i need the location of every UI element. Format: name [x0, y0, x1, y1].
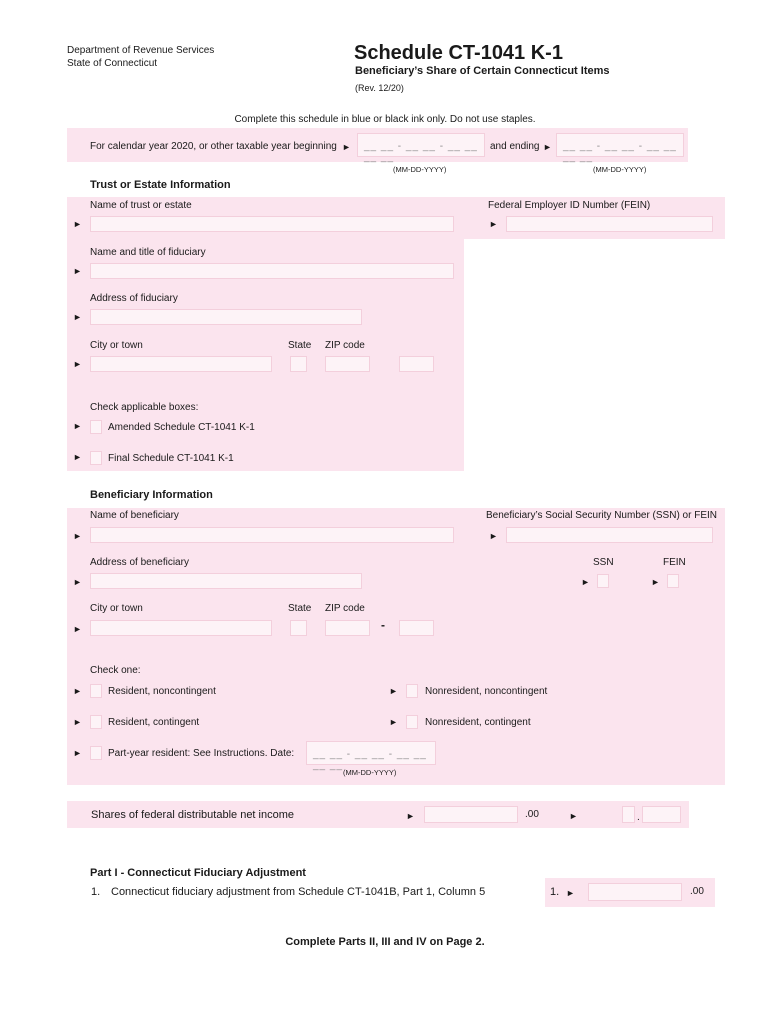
trust-fein-label: Federal Employer ID Number (FEIN) — [488, 200, 651, 211]
beneficiary-city-label: City or town — [90, 603, 143, 614]
trust-city-input[interactable] — [90, 356, 272, 372]
part-year-date-placeholder: __ __ - __ __ - __ __ __ __ — [313, 749, 427, 771]
arrow-icon: ► — [73, 686, 82, 696]
arrow-icon: ► — [73, 717, 82, 727]
arrow-icon: ► — [73, 624, 82, 634]
trust-name-label: Name of trust or estate — [90, 200, 192, 211]
arrow-icon: ► — [651, 577, 660, 587]
trust-zip-label: ZIP code — [325, 340, 365, 351]
arrow-icon: ► — [73, 531, 82, 541]
shares-label: Shares of federal distributable net income — [91, 809, 295, 821]
arrow-icon: ► — [342, 142, 351, 152]
begin-date-placeholder: __ __ - __ __ - __ __ __ __ — [364, 141, 478, 163]
arrow-icon: ► — [569, 811, 578, 821]
department-name: Department of Revenue Services — [67, 45, 215, 56]
beneficiary-heading: Beneficiary Information — [90, 489, 213, 501]
trust-state-input[interactable] — [290, 356, 307, 372]
resident-contingent-checkbox[interactable] — [90, 715, 102, 729]
ssn-checkbox[interactable] — [597, 574, 609, 588]
fiduciary-input[interactable] — [90, 263, 454, 279]
resident-noncontingent-label: Resident, noncontingent — [108, 686, 216, 697]
fein-label: FEIN — [663, 557, 686, 568]
part-year-date-format: (MM-DD-YYYY) — [343, 768, 397, 777]
shares-cents: .00 — [525, 809, 539, 820]
beneficiary-ssn-fein-input[interactable] — [506, 527, 713, 543]
zip-dash: - — [381, 618, 385, 632]
trust-state-label: State — [288, 340, 312, 351]
state-name: State of Connecticut — [67, 58, 158, 69]
arrow-icon: ► — [489, 219, 498, 229]
nonresident-noncontingent-checkbox[interactable] — [406, 684, 418, 698]
ending-label: and ending — [490, 141, 540, 152]
fiduciary-label: Name and title of fiduciary — [90, 247, 206, 258]
arrow-icon: ► — [566, 888, 575, 898]
beneficiary-zip-label: ZIP code — [325, 603, 365, 614]
beneficiary-state-input[interactable] — [290, 620, 307, 636]
fiduciary-address-input[interactable] — [90, 309, 362, 325]
part1-cents: .00 — [690, 886, 704, 897]
ssn-label: SSN — [593, 557, 614, 568]
fiduciary-address-label: Address of fiduciary — [90, 293, 178, 304]
end-date-placeholder: __ __ - __ __ - __ __ __ __ — [563, 141, 677, 163]
trust-fein-input[interactable] — [506, 216, 713, 232]
beneficiary-city-input[interactable] — [90, 620, 272, 636]
part1-line-number: 1. — [91, 886, 101, 898]
beneficiary-address-label: Address of beneficiary — [90, 557, 189, 568]
arrow-icon: ► — [581, 577, 590, 587]
final-label: Final Schedule CT-1041 K-1 — [108, 453, 234, 464]
arrow-icon: ► — [73, 359, 82, 369]
arrow-icon: ► — [73, 312, 82, 322]
page-footer-note: Complete Parts II, III and IV on Page 2. — [285, 936, 485, 948]
beneficiary-address-input[interactable] — [90, 573, 362, 589]
trust-zip-input[interactable] — [325, 356, 370, 372]
part-year-label: Part-year resident: See Instructions. Date: — [108, 748, 295, 759]
check-one-label: Check one: — [90, 665, 141, 676]
nonresident-contingent-checkbox[interactable] — [406, 715, 418, 729]
trust-zip4-input[interactable] — [399, 356, 434, 372]
beneficiary-zip-input[interactable] — [325, 620, 370, 636]
final-checkbox[interactable] — [90, 451, 102, 465]
arrow-icon: ► — [73, 452, 82, 462]
ink-instructions: Complete this schedule in blue or black ink only. Do not use staples. — [234, 114, 536, 125]
resident-noncontingent-checkbox[interactable] — [90, 684, 102, 698]
beneficiary-zip4-input[interactable] — [399, 620, 434, 636]
arrow-icon: ► — [73, 577, 82, 587]
arrow-icon: ► — [406, 811, 415, 821]
form-subtitle: Beneficiary’s Share of Certain Connecticut Items — [355, 65, 610, 77]
resident-contingent-label: Resident, contingent — [108, 717, 200, 728]
arrow-icon: ► — [389, 686, 398, 696]
part-year-checkbox[interactable] — [90, 746, 102, 760]
amended-checkbox[interactable] — [90, 420, 102, 434]
shares-percent-decimal-input[interactable] — [642, 806, 681, 823]
arrow-icon: ► — [389, 717, 398, 727]
revision-date: (Rev. 12/20) — [355, 83, 404, 93]
part-year-date-input[interactable] — [306, 741, 436, 771]
trust-heading: Trust or Estate Information — [90, 179, 231, 191]
trust-name-input[interactable] — [90, 216, 454, 232]
part1-amount-input[interactable] — [588, 883, 682, 901]
end-date-format: (MM-DD-YYYY) — [593, 165, 647, 174]
begin-date-input[interactable] — [357, 133, 485, 163]
beneficiary-ssn-fein-label: Beneficiary’s Social Security Number (SSN) or FEIN — [486, 510, 717, 521]
arrow-icon: ► — [489, 531, 498, 541]
fein-checkbox[interactable] — [667, 574, 679, 588]
part1-line-text: Connecticut fiduciary adjustment from Schedule CT-1041B, Part 1, Column 5 — [111, 886, 486, 898]
nonresident-contingent-label: Nonresident, contingent — [425, 717, 531, 728]
end-date-input[interactable] — [556, 133, 684, 163]
beneficiary-name-input[interactable] — [90, 527, 454, 543]
arrow-icon: ► — [73, 748, 82, 758]
form-title: Schedule CT-1041 K-1 — [354, 42, 563, 64]
shares-percent-whole-input[interactable] — [622, 806, 635, 823]
shares-decimal-point: . — [637, 812, 640, 823]
tax-year-label: For calendar year 2020, or other taxable year beginning — [90, 141, 337, 152]
shares-amount-input[interactable] — [424, 806, 518, 823]
begin-date-format: (MM-DD-YYYY) — [393, 165, 447, 174]
check-applicable-label: Check applicable boxes: — [90, 402, 199, 413]
part1-heading: Part I - Connecticut Fiduciary Adjustment — [90, 867, 306, 879]
beneficiary-state-label: State — [288, 603, 312, 614]
nonresident-noncontingent-label: Nonresident, noncontingent — [425, 686, 548, 697]
arrow-icon: ► — [73, 421, 82, 431]
beneficiary-name-label: Name of beneficiary — [90, 510, 179, 521]
part1-line-ref: 1. — [550, 886, 560, 898]
arrow-icon: ► — [73, 219, 82, 229]
amended-label: Amended Schedule CT-1041 K-1 — [108, 422, 255, 433]
arrow-icon: ► — [543, 142, 552, 152]
trust-city-label: City or town — [90, 340, 143, 351]
arrow-icon: ► — [73, 266, 82, 276]
